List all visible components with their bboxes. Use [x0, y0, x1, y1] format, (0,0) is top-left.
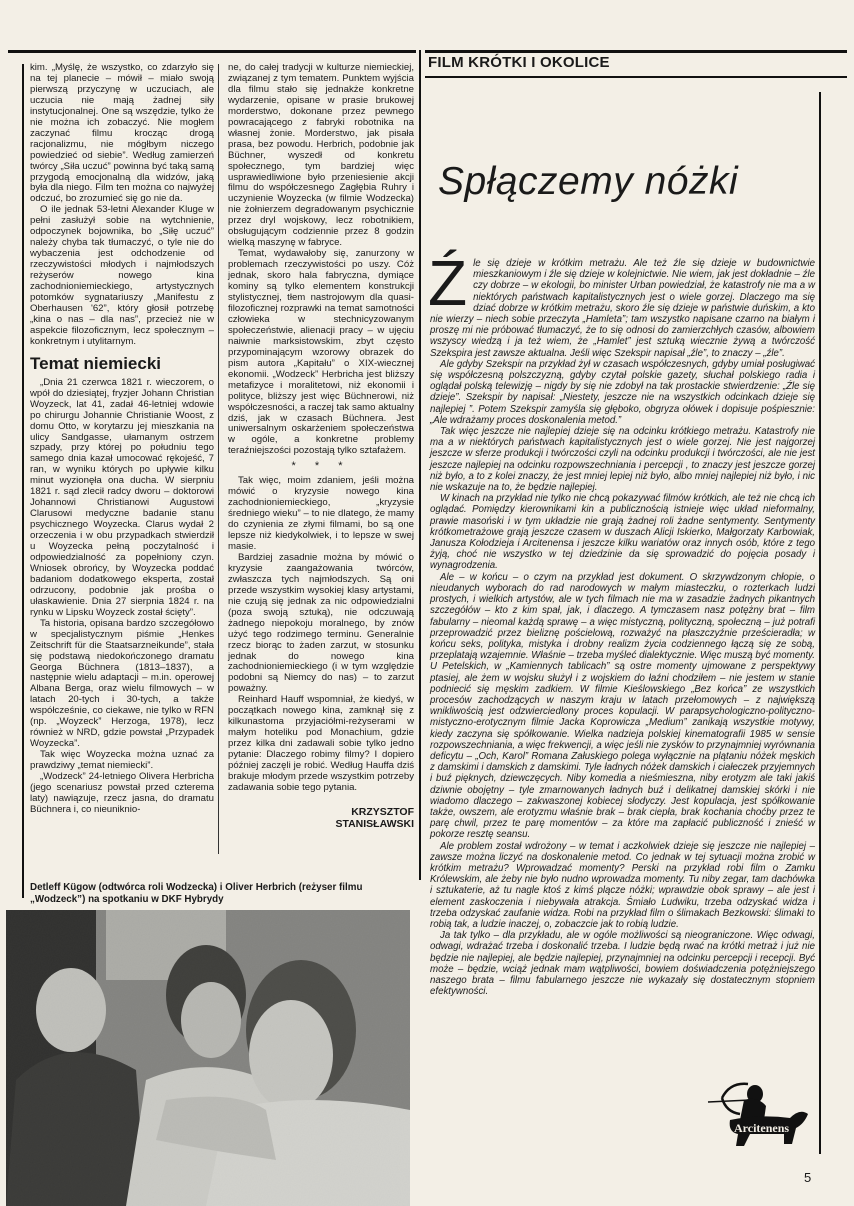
paragraph: „Dnia 21 czerwca 1821 r. wieczorem, o wpół do dziesiątej, fryzjer Johann Christian Woyzeck, lat 41, zadał 46-letniej wdowie po chirurgu Johannie Christianie Woost, z domu Otto, w korytarzu jej mieszkania na ulicy Sandgasse, ułamanym ostrzem szpady, przy której po południu tego samego dnia kazał umocować rękojeść, 7 ran, w wyniku których po upływie kilku minut wyzionęła ona ducha. W sierpniu 1821 r. sąd zlecił radcy dworu – doktorowi Johannowi Christianowi Augustowi Clarusowi medyczne badanie stanu psychicznego Woyzecka. Clarus wydał 2 orzeczenia i w obu przypadkach stwierdził u Woyzecka pełną poczytalność i odpowiedzialność za popełniony czyn. Wniosek obrońcy, by Woyzecka poddać badaniom dodatkowego eksperta, został odrzucony, podobnie jak prośba o ułaskawienie. Dnia 27 sierpnia 1824 r. na rynku w Lipsku Woyzeck został ścięty”. [30, 376, 214, 618]
article-title: Spłączemy nóżki [438, 160, 739, 203]
logo-text: Arcitenens [734, 1121, 790, 1135]
column-rule-center [419, 50, 421, 880]
paragraph: Ale problem został wdrożony – w temat i aczkolwiek dzieje się jeszcze nie najlepiej – zawsze można liczyć na doskonalenie metod. Co jednak w tej sytuacji można zrobić w krótkim metrażu? Wprowadzać momenty? Perski na przykład robi film o Zamku Królewskim, ale żeby nie było nudno wprowadza momenty. Tu niby zegar, tam dachówka i sztukaterie, aż tu nagle ktoś z kimś plącze nóżki; wprawdzie obok sprawy – ale jest i element zaskoczenia i niebywała atrakcja. Śmiało Ludwiku, trzeba odzyskać widza i trzeba odzyskać zaufanie widza. Robi na przykład film o ślimakach Bezkowski: ślimaki to robią tak, a ludzie inaczej, o, zobaczcie jak to robią ludzie. [430, 840, 815, 930]
paragraph: Reinhard Hauff wspomniał, że kiedyś, w początkach nowego kina, zamknął się z kilkunastoma przyjaciółmi-reżyserami w małym hoteliku pod Monachium, gdzie przez kilka dni zadawali sobie tylko jedno pytanie: Dlaczego robimy filmy? I dopiero później zaczęli je robić. Według Hauffa dziś brakuje młodym przede wszystkim potrzeby zadawania sobie tego pytania. [228, 694, 414, 793]
section-rule [425, 76, 847, 78]
section-separator: * * * [291, 460, 351, 473]
paragraph: Temat, wydawałoby się, zanurzony w problemach rzeczywistości po uszy. Cóż jednak, skoro hala fabryczna, dymiące kominy są tylko elementem konstrukcji stylistycznej, tłem nastrojowym dla quasi-filozoficznej rozprawki na temat samotności człowieka w stechnicyzowanym społeczeństwie, alienacji pracy – w ujęciu naiwnie marksistowskim, zbyt często przypominającym wzorowy obrazek do pism autora „Kapitału” o XIX-wiecznej ekonomii. „Wodzeck” Herbricha jest bliższy metafizyce i moralitetowi, niż ekonomii i polityce, bliższy jest więc Büchnerowi, niż współczesności, a raczej tak samo aktualny dziś, jak w czasach Büchnera. Jest uniwersalnym oskarżeniem społeczeństwa w ogóle, a konkretne problemy teraźniejszości pozostają tylko sztafażem. [228, 248, 414, 457]
top-rule-left [8, 50, 416, 53]
page-number: 5 [804, 1170, 812, 1185]
column-rule-right [819, 92, 821, 1154]
subheading: Temat niemiecki [30, 353, 162, 373]
paragraph: „Wodzeck” 24-letniego Olivera Herbricha (jego scenariusz powstał przed czterema laty) nawiązuje, rzecz jasna, do dramatu Büchnera i, co nieuniknio- [30, 771, 214, 815]
left-article-column-2 [228, 63, 414, 830]
paragraph: Bardziej zasadnie można by mówić o kryzysie zaangażowania twórców, zwłaszcza tych najmłodszych. Są oni przede wszystkim wysokiej klasy artystami, nie czują się jednak za nic odpowiedzialni (poza swoją sztuką), nie odczuwają żadnego niepokoju moralnego, by znów użyć tego rodzimego terminu. Generalnie rzecz biorąc to żaden zarzut, w stosunku jednak do nowego kina zachodnioniemieckiego (i w tym względzie podobni są Niemcy do nas) – to zarzut poważny. [228, 551, 414, 695]
paragraph: W kinach na przykład nie tylko nie chcą pokazywać filmów krótkich, ale też nie chcą ich oglądać. Pomiędzy kierownikami kin a publicznością istnieje więc układ nieformalny, prawie masoński i w tym układzie nie grają żadnej roli żadne sentymenty. Sentymenty krótkometrażowe grają jeszcze czasem w duszach Alicji Iskierko, Małgorzaty Karbowiak, Janusza Kołodzieja i Arcitenensa i jeszcze kilku wariatów oraz innych osób, które z tego żyją, choć nie wszystko w tej dziedzinie da się sprowadzić do pojęcia posady i wynagrodzenia. [430, 493, 815, 572]
photo-image [6, 910, 410, 1206]
paragraph: ne, do całej tradycji w kulturze niemieckiej, związanej z tym tematem. Punktem wyjścia dla filmu stało się jednakże konkretne wydarzenie, opisane w prasie brukowej morderstwo, dokonane przez pewnego powracającego z fabryki robotnika na własnej żonie. Morderstwo, jak pisała prasa, bez powodu. Herbrich, podobnie jak Büchner, wyszedł od konkretu społecznego, tym bardziej więc usprawiedliwione było przeniesienie akcji filmu do współczesnego Zagłębia Ruhry i uczynienie Woyzecka (w filmie Wodzecka) nie żołnierzem degradowanym psychicznie przez dryl wojskowy, lecz robotnikiem, obsługującym codziennie przez 8 godzin wielką maszynę w fabryce. [228, 62, 414, 249]
left-article-column-1 [30, 63, 214, 816]
paragraph: O ile jednak 53-letni Alexander Kluge w pełni zasłużył sobie na wytchnienie, odpoczynek bojownika, bo „Siłę uczuć” należy chyba tak tłumaczyć, o tyle nie do wybaczenia jest odchodzenie od rzeczywistości młodych i najmłodszych reżyserów nowego kina zachodnioniemieckiego, artystycznych potomków sygnatariuszy „Manifestu z Oberhausen '62”, który głosił potrzebę „kina o nas – dla nas”, przecież nie w aspekcie filozoficznym, lecz społecznym – konkretnym i utylitarnym. [30, 204, 214, 347]
centaur-archer-icon [700, 1080, 810, 1150]
photo-caption: Detleff Kügow (odtwórca roli Wodzecka) i Oliver Herbrich (reżyser filmu „Wodzeck”) na spotkaniu w DKF Hybrydy [30, 882, 363, 905]
author-first-name: KRZYSZTOF [351, 805, 414, 818]
column-rule-left [22, 64, 24, 898]
paragraph: Tak więc jeszcze nie najlepiej dzieje się na odcinku krótkiego metrażu. Katastrofy nie ma a w niektórych państwach kapitalistycznych jest o wiele gorzej. Nie jest najgorzej jeszcze w sferze produkcji i twórczości czyli na odcinku produkcji i twórczości, ale nie jest jeszcze najlepiej na odcinku rozpowszechniania i percepcji , to znaczy jest jeszcze gorzej niż było, a to z kolei znaczy, że jest mniej lepiej niż było, albo mniej najlepiej niż było, i nic nie wskazuje na to, że będzie najlepiej. [430, 426, 815, 494]
paragraph: Tak więc Woyzecka można uznać za prawdziwy „temat niemiecki”. [30, 749, 214, 772]
drop-cap: Ź [428, 247, 468, 319]
right-article-body [428, 247, 815, 998]
photo [6, 910, 410, 1206]
author-last-name: STANISŁAWSKI [335, 817, 414, 830]
author-byline [228, 806, 414, 830]
paragraph [428, 247, 815, 359]
column-rule-middle [218, 64, 219, 854]
arcitenens-logo [700, 1080, 810, 1150]
paragraph: Tak więc, moim zdaniem, jeśli można mówić o kryzysie nowego kina zachodnioniemieckiego, „kryzysie średniego wieku” – to nie dlatego, że mamy do czynienia ze złymi filmami, bo są one lepsze niż kiedykolwiek, i to lepsze w swej masie. [228, 475, 414, 552]
paragraph: Ale gdyby Szekspir na przykład żył w czasach współczesnych, gdyby umiał posługiwać się współczesną polszczyzną, gdyby czytał polskie gazety, słuchał polskiego radia i oglądał polską telewizję – nigdy by się nie zdobył na tak prostackie stwierdzenie: „Źle się dzieje”. Szekspir by napisał: „Niestety, jeszcze nie na wszystkich odcinkach dzieje się najlepiej ”. Potem Szekspir zamyśla się głęboko, obgryza ołówek i dopisuje pośpiesznie: „Ale wdrażamy proces doskonalenia metod.” [430, 358, 815, 426]
paragraph-text: le się dzieje w krótkim metrażu. Ale też źle się dzieje w budownictwie mieszkaniowym i źle się dzieje w kolejnictwie. Nie wiem, jak jest dokładnie – źle czy dobrze – w ekologii, bo minister Urban powiedział, że katastrofy nie ma a w niektórych państwach kapitalistycznych jest o wiele gorzej. Dlaczego ma się dziać dobrze w krótkim metrażu, skoro źle się dzieje w państwie duńskim, a kto nie wierzy – niech sobie przeczyta „Hamleta”; tam wszystko napisane czarno na białym i proszę mi nie próbować tłumaczyć, że to się odnosi do zamierzchłych czasów, albowiem wszyscy wiedzą i ja też wiem, że „Hamlet” jest sztuką wiecznie żywą a twórczość Szekspira jest zawsze aktualna. Jeśli więc Szekspir napisał „źle”, to znaczy – „źle”. [430, 258, 815, 359]
paragraph: Ale – w końcu – o czym na przykład jest dokument. O skrzywdzonym chłopie, o nieudanych wyborach do rad narodowych w małym miasteczku, o rozterkach ludzi prostych, i wielkich artystów, ale w tych filmach nie ma w zasadzie żadnych pikantnych szczegółów – kto z kim spał, jak, i dlaczego. A tymczasem nasz potężny brat – film fabularny – nieomal każdą sprawę – a więc mistyczną, polityczną, społeczną – już potrafi przeprowadzić przez bieliznę pościelową, rozważyć na płaszczyźnie prześcieradła; w końcu seks, polityka, mistyka i drobny realizm życia codziennego łączą się ze sobą, przeplatają wzajemnie. Właśnie – trzeba myśleć dialektycznie. Więc muszą być momenty. U Petelskich, w „Kamiennych tablicach” są ostre momenty ujmowane z perspektywy ptasiej, ale żem w wojsku służył i z wojskiem do łaźni chodziłem – nie jestem w stanie podniecić się męskim zadkiem. W filmie Kieślowskiego „Bez końca” ze wszystkich procesów zachodzących w naszym kraju w latach przełomowych – z największą wnikliwością jest odzwierciedlony proces kopulacji. W parapsychologiczno-polityczno-mistyczno-erotycznym filmie Jacka Koprowicza „Medium” zanikają wszystkie motywy, kiedy zaczyna się spółkowanie. Wielka nadzieja polskiej kinematografii 1985 w sensie rozpowszechniania, a więc frekwencji, a więc jeśli nie zysków to przynajmniej wyrównania deficytu – „Och, Karol” Romana Załuskiego polega wyłącznie na plątaniu nóżek męskich z damskimi i damskich z damskimi. Tyle ładnych nóżek damskich i ciałeczek przyjemnych i buź pięknych, dziewczęcych. Niby komedia a nieśmieszna, niby erotyzm ale taki jakiś dziwnie obojętny – tyle zmarnowanych ładnych buź i delikatnej damskiej skórki i nie wiadomo dlaczego – zakwaszonej kobiecej słodyczy. Jest kopulacja, jest spółkowanie także, owszem, ale erotyzmu właśnie brak – brak ciepła, brak kochania choćby przez te parę chwil, przez te parę momentów – za które ma zapłacić publiczność i znieść w pokorze resztę seansu. [430, 571, 815, 841]
top-rule-right [425, 50, 847, 53]
section-header: FILM KRÓTKI I OKOLICE [428, 54, 610, 71]
paragraph: Ja tak tylko – dla przykładu, ale w ogóle możliwości są nieograniczone. Więc odwagi, odwagi, wdrażać trzeba i doskonalić trzeba. I ludzie będą rwać na krótki metraż i już nie będzie nie najlepiej, ale będzie najlepiej, przynajmniej na odcinku percepcji i recepcji. Być może – będzie, wciąż jednak mam wątpliwości, bowiem doświadczenia potężniejszego naszego brata – filmu fabularnego jeszcze nie wykazały się dostatecznym stopniem efektywności. [430, 930, 815, 998]
paragraph: Ta historia, opisana bardzo szczegółowo w specjalistycznym piśmie „Henkes Zeitschrift für die Staatsarzneikunde”, stała się podstawą niedokończonego dramatu Georga Büchnera (1813–1837), a następnie wielu adaptacji – m.in. operowej Albana Berga, oraz wielu filmowych – w latach 20-tych i 30-tych, a także współcześnie, co ciekawe, nie tylko w RFN (np. „Woyzeck” Herzoga, 1978), lecz również w NRD, gdzie powstał „Przypadek Woyzecka”. [30, 617, 214, 750]
paragraph: kim. „Myślę, że wszystko, co zdarzyło się na tej planecie – mówił – miało swoją pierwszą przyczynę w uczuciach, ale uczucia nie mają żadnej siły instytucjonalnej. One są wszędzie, tylko że nie można ich zobaczyć. Nie mogłem zaczynać filmu krocząc drogą racjonalizmu, nie mógłbym niczego powiedzieć od siebie”. Według zamierzeń twórcy „Siła uczuć” powinna być taką samą przygodą emocjonalną dla widzów, jaką była dla niego. Film ten można co najwyżej odczuć, bo zrozumieć się go nie da. [30, 62, 214, 205]
